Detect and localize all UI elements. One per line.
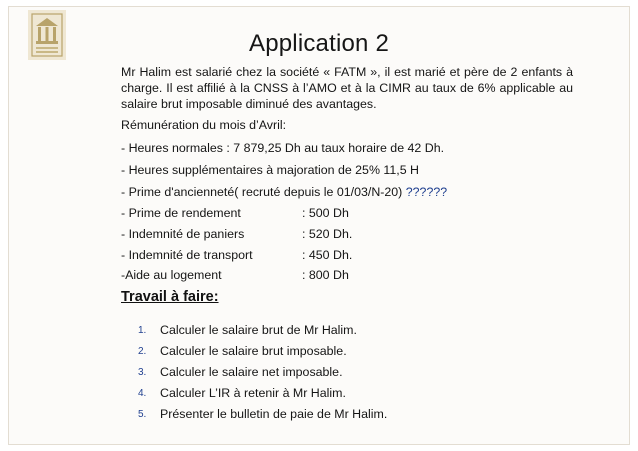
intro-paragraph (121, 64, 573, 112)
amount-label-paniers: - Indemnité de paniers (121, 227, 245, 241)
task-number-4: 4. (138, 388, 147, 399)
amount-label-transport: - Indemnité de transport (121, 248, 253, 262)
intro-text: Mr Halim est salarié chez la société « FATM », il est marié et père de 2 enfants à charge. Il est affilié à la CNSS à l’AMO et à la CIMR au taux de 6% applicable au salaire brut imposable diminué des avantages. (121, 65, 573, 111)
remuneration-label: Rémunération du mois d’Avril: (121, 118, 287, 132)
amount-value-logement: : 800 Dh (302, 268, 349, 282)
amount-value-rendement: : 500 Dh (302, 206, 349, 220)
task-5: Présenter le bulletin de paie de Mr Halim. (160, 407, 388, 421)
question-marks: ?????? (405, 185, 448, 199)
task-1: Calculer le salaire brut de Mr Halim. (160, 323, 357, 337)
task-number-3: 3. (138, 367, 147, 378)
amount-value-transport: : 450 Dh. (302, 248, 353, 262)
task-number-2: 2. (138, 346, 147, 357)
task-3: Calculer le salaire net imposable. (160, 365, 343, 379)
task-2: Calculer le salaire brut imposable. (160, 344, 347, 358)
item-heures-supplementaires: - Heures supplémentaires à majoration de 25% 11,5 H (121, 163, 419, 177)
item-prime-anciennete-text: - Prime d'ancienneté( recruté depuis le 01/03/N-20) (121, 185, 403, 199)
task-number-1: 1. (138, 325, 147, 336)
travail-heading: Travail à faire: (121, 289, 219, 305)
item-prime-anciennete (121, 185, 447, 199)
task-4: Calculer L’IR à retenir à Mr Halim. (160, 386, 346, 400)
amount-label-rendement: - Prime de rendement (121, 206, 241, 220)
amount-label-logement: -Aide au logement (121, 268, 222, 282)
amount-value-paniers: : 520 Dh. (302, 227, 353, 241)
item-heures-normales: - Heures normales : 7 879,25 Dh au taux horaire de 42 Dh. (121, 141, 445, 155)
slide-title: Application 2 (248, 30, 390, 57)
task-number-5: 5. (138, 409, 147, 420)
